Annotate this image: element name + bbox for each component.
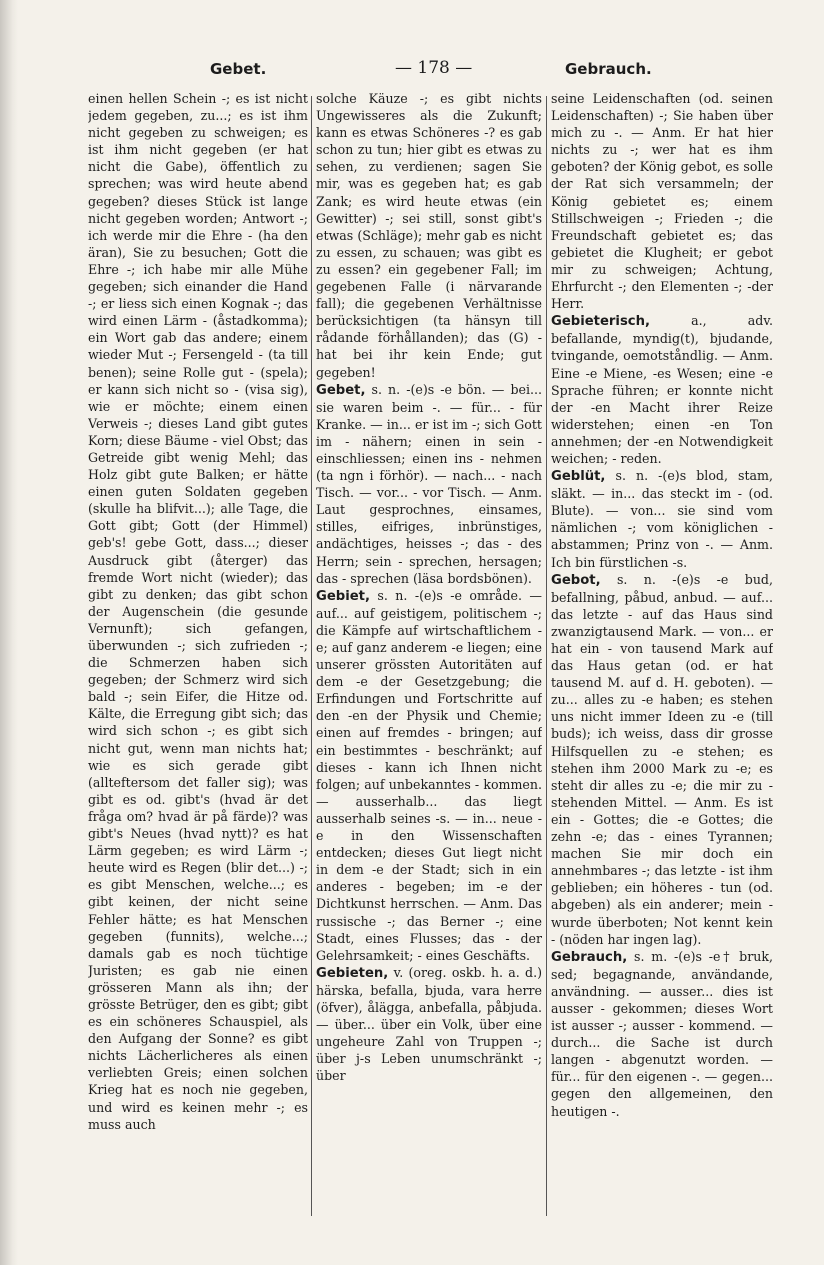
dictionary-entry: Gebieterisch, a., adv. befallande, myndig(t), bjudande, tvingande, oemotståndlig. — Anm. Eine -e Miene, -es Wesen; eine -e Sprache führen; er konnte nicht der -en Macht ihrer Reize widerstehen; einen -en Ton annehmen; der -en Notwendigkeit weichen; - reden.: [551, 313, 773, 466]
headword: Gebieten,: [316, 965, 389, 981]
column-rule: [311, 96, 312, 1216]
running-head-left: Gebet.: [210, 60, 267, 78]
running-head-right: Gebrauch.: [565, 60, 652, 78]
dictionary-entry: Gebet, s. n. -(e)s -e bön. — bei... sie waren beim -. — für... - für Kranke. — in... er ist im -; sich Gott im - nähern; einen in sein - einschliessen; einen ins - nehmen (ta ngn i förhör). — nach... - nach Tisch. — vor... - vor Tisch. — Anm. Laut gesprochnes, einsames, stilles, eifriges, inbrünstiges, andächtiges, heisses -; das - des Herrn; sein - sprechen, hersagen; das - sprechen (läsa bordsbönen).: [316, 381, 542, 586]
headword: Gebet,: [316, 382, 366, 398]
page-header: [205, 58, 675, 86]
scan-edge: [0, 0, 18, 1265]
page-number: — 178 —: [395, 58, 473, 78]
headword: Gebiet,: [316, 588, 370, 604]
headword: Gebot,: [551, 572, 601, 588]
headword: Geblüt,: [551, 469, 606, 485]
column-rule: [546, 96, 547, 1216]
dictionary-entry: Geblüt, s. n. -(e)s blod, stam, släkt. — in... das steckt im - (od. Blute). — von... sie sind vom nämlichen -; vom königlichen - abstammen; Prinz von -. — Anm. Ich bin fürstlichen -s.: [551, 468, 773, 570]
dictionary-entry: Gebot, s. n. -(e)s -e bud, befallning, påbud, anbud. — auf... das letzte - auf das Haus sind zwanzigtausend Mark. — von... er hat ein - von tausend Mark auf das Haus getan (od. er hat tausend M. auf d. H. geboten). — zu... alles zu -e haben; es stehen uns nicht immer Ideen zu -e (till buds); ich weiss, dass dir grosse Hilfsquellen zu -e stehen; es stehen ihm 2000 Mark zu -e; es steht dir alles zu -e; die mir zu - stehenden Mittel. — Anm. Es ist ein - Gottes; die -e Gottes; die zehn -e; das - eines Tyrannen; machen Sie mir doch ein annehmbares -; das letzte - ist ihm geblieben; ein höheres - tun (od. abgeben) als ein anderer; mein - wurde überboten; Not kennt kein - (nöden har ingen lag).: [551, 571, 773, 947]
entry-continuation: seine Leidenschaften (od. seinen Leidenschaften) -; Sie haben über mich zu -. — Anm. Er hat hier nichts zu -; wer hat es ihm geboten? der König gebot, es solle der Rat sich versammeln; der König gebietet es; einem Stillschweigen -; Frieden -; die Freundschaft gebietet es; das gebietet die Klugheit; er gebot mir zu schweigen; Achtung, Ehrfurcht -; den Elementen -; -der Herr.: [551, 91, 773, 312]
headword: Gebrauch,: [551, 949, 628, 965]
entry-continuation: einen hellen Schein -; es ist nicht jedem gegeben, zu...; es ist ihm nicht gegeben zu schweigen; es ist ihm nicht gegeben (er hat nicht die Gabe), öffentlich zu sprechen; was wird heute abend gegeben? dieses Stück ist lange nicht gegeben worden; Antwort -; ich werde mir die Ehre - (ha den äran), Sie zu besuchen; Gott die Ehre -; ich habe mir alle Mühe gegeben; sich einander die Hand -; er liess sich einen Kognak -; das wird einen Lärm - (åstadkomma); ein Wort gab das andere; einem wieder Mut -; Fersengeld - (ta till benen); seine Rolle gut - (spela); er kann sich nicht so - (visa sig), wie er möchte; einem einen Verweis -; dieses Land gibt gutes Korn; diese Bäume - viel Obst; das Getreide gibt wenig Mehl; das Holz gibt gute Balken; er hätte einen guten Soldaten gegeben (skulle ha blifvit...); alle Tage, die Gott gibt; Gott (der Himmel) geb's! gebe Gott, dass...; dieser Ausdruck gibt (återger) das fremde Wort nicht (wieder); das gibt zu denken; das gibt schon der Augenschein (die gesunde Vernunft); sich gefangen, überwunden -; sich zufrieden -; die Schmerzen haben sich gegeben; der Schmerz wird sich bald -; sein Eifer, die Hitze od. Kälte, die Erregung gibt sich; das wird sich schon -; es gibt sich nicht gut, wenn man nichts hat; wie es sich gerade gibt (allteftersom det faller sig); was gibt es od. gibt's (hvad är det fråga om? hvad är på färde)? was gibt's Neues (hvad nytt)? es hat Lärm gegeben; es wird Lärm -; heute wird es Regen (blir det...) -; es gibt Menschen, welche...; es gibt keinen, der nicht seine Fehler hätte; es hat Menschen gegeben (funnits), welche...; damals gab es noch tüchtige Juristen; es gab nie einen grösseren Mann als ihn; der grösste Betrüger, den es gibt; gibt es ein schöneres Schauspiel, als den Aufgang der Sonne? es gibt nichts Lächerlicheres als einen verliebten Greis; einen solchen Krieg hat es noch nie gegeben, und wird es keinen mehr -; es muss auch: [88, 91, 308, 1132]
column-1: [88, 90, 308, 1220]
column-3: [551, 90, 773, 1220]
entry-continuation: solche Käuze -; es gibt nichts Ungewisseres als die Zukunft; kann es etwas Schöneres -? es gab schon zu tun; hier gibt es etwas zu sehen, zu verdienen; sagen Sie mir, was es gegeben hat; es gab Zank; es wird heute etwas (ein Gewitter) -; sei still, sonst gibt's etwas (Schläge); mehr gab es nicht zu essen, zu schauen; was gibt es zu essen? ein gegebener Fall; im gegebenen Falle (i närvarande fall); die gegebenen Verhältnisse berücksichtigen (ta hänsyn till rådande förhållanden); das (G) - hat bei ihr kein Ende; gut gegeben!: [316, 91, 542, 380]
dictionary-entry: Gebiet, s. n. -(e)s -e område. — auf... auf geistigem, politischem -; die Kämpfe auf wirtschaftlichem -e; auf ganz anderem -e liegen; eine unserer grössten Autoritäten auf dem -e der Gesetzgebung; die Erfindungen und Fortschritte auf den -en der Physik und Chemie; einen auf fremdes - bringen; auf ein bestimmtes - beschränkt; auf dieses - kann ich Ihnen nicht folgen; auf unbekanntes - kommen. — ausserhalb... das liegt ausserhalb seines -s. — in... neue -e in den Wissenschaften entdecken; dieses Gut liegt nicht in dem -e der Stadt; sich in ein anderes - begeben; im -e der Dichtkunst herrschen. — Anm. Das russische -; das Berner -; eine Stadt, eines Flusses; das - der Gelehrsamkeit; - eines Geschäfts.: [316, 587, 542, 963]
headword: Gebieterisch,: [551, 314, 651, 330]
dictionary-entry: Gebieten, v. (oreg. oskb. h. a. d.) härska, befalla, bjuda, vara herre (öfver), ålägga, anbefalla, påbjuda. — über... über ein Volk, über eine ungeheure Zahl von Truppen -; über j-s Leben unumschränkt -; über: [316, 964, 542, 1084]
column-2: [316, 90, 542, 1220]
dictionary-entry: Gebrauch, s. m. -(e)s -e† bruk, sed; begagnande, användande, användning. — ausser... dies ist ausser - gekommen; dieses Wort ist ausser -; ausser - kommend. — durch... die Sache ist durch langen - abgenutzt worden. — für... für den eigenen -. — gegen... gegen den allgemeinen, den heutigen -.: [551, 948, 773, 1119]
